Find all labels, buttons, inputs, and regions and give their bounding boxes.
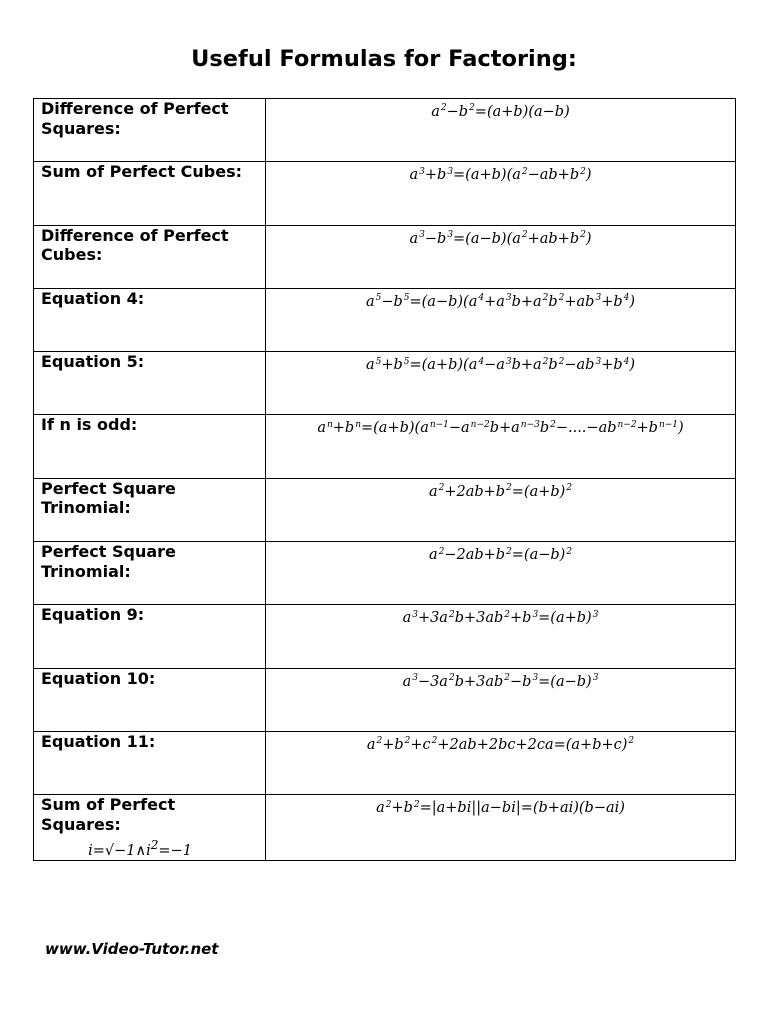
exponent: 4 [478,293,485,304]
exponent: 2 [404,736,411,747]
table-row [34,352,736,415]
exponent: 3 [592,673,599,684]
formula-cell [266,225,736,288]
exponent: 2 [448,609,455,620]
formula: $a^3-3a^2b+3ab^2-b^3=(a-b)^3$ [402,673,599,690]
exponent: 2 [566,546,573,557]
table-row [34,162,736,225]
exponent: 3 [419,166,425,177]
formula: $a^2-b^2=(a+b)(a-b)$ [431,103,570,120]
table-row [34,225,736,288]
row-label: Sum of Perfect Cubes: [41,162,243,182]
formula-table [33,98,736,861]
row-label: Equation 4: [41,288,145,308]
formula: $a^n+b^n=(a+b)(a^{n-1}-a^{n-2}b+a^{n-3}b^2-....-ab^{n-2}+b^{n-1})$ [317,419,684,437]
exponent: 3 [412,609,418,620]
exponent: 2 [550,419,556,430]
exponent: 2 [431,736,438,747]
row-label: Sum of Perfect Squares: [41,795,176,834]
formula-cell [266,605,736,668]
exponent: 2 [542,356,549,367]
row-label: Equation 5: [41,352,145,372]
row-label: Difference of Perfect Cubes: [41,225,229,265]
exponent: 2 [506,546,512,557]
formula: $a^3+b^3=(a+b)(a^2-ab+b^2)$ [409,166,592,184]
formula-cell [266,795,736,861]
exponent: n−2 [617,419,637,430]
row-label: Perfect Square Trinomial: [41,478,176,518]
formula-cell [266,542,736,605]
exponent: 4 [623,293,630,304]
exponent: 2 [504,609,510,620]
exponent: 5 [375,293,382,304]
row-label: Equation 11: [41,731,156,751]
exponent: 3 [419,230,425,241]
exponent: n [326,419,333,430]
table-row [34,99,736,162]
formula-cell [266,162,736,225]
formula-cell [266,99,736,162]
exponent: 2 [150,838,159,853]
exponent: 2 [448,673,455,684]
row-label-cell [34,795,266,861]
row-label-cell [34,225,266,288]
table-row [34,415,736,478]
exponent: 2 [438,546,445,557]
exponent: 2 [385,799,392,810]
row-label-cell [34,162,266,225]
table-row [34,542,736,605]
row-note: $i=√-1\wedge i^2=-1$ [88,838,192,860]
row-label: Difference of Perfect Squares: [41,99,229,138]
exponent: 4 [623,356,630,367]
exponent: 2 [521,230,528,241]
formula: $a^2+b^2+c^2+2ab+2bc+2ca=(a+b+c)^2$ [366,736,635,753]
exponent: 2 [469,103,475,114]
exponent: 2 [413,799,420,810]
formula: $a^5+b^5=(a+b)(a^4-a^3b+a^2b^2-ab^3+b^4)$ [365,356,636,374]
exponent: 2 [438,483,445,494]
footer-website: www.Video-Tutor.net [45,940,219,958]
formula-cell [266,288,736,351]
exponent: 2 [440,103,447,114]
exponent: n [355,419,361,430]
exponent: 3 [595,356,602,367]
row-label-cell [34,542,266,605]
exponent: 3 [447,230,454,241]
exponent: n−2 [470,419,490,430]
exponent: 2 [628,736,635,747]
row-label-cell [34,478,266,541]
formula: $a^2+b^2=|a+bi||a-bi|=(b+ai)(b-ai)$ [376,799,625,817]
exponent: 2 [580,166,586,177]
table-row [34,795,736,861]
formula: $a^2-2ab+b^2=(a-b)^2$ [428,546,573,564]
exponent: n−1 [658,419,678,430]
exponent: 2 [558,356,565,367]
row-label-cell [34,99,266,162]
formula-table-body [34,99,736,861]
table-row [34,668,736,731]
exponent: 2 [504,673,510,684]
formula-cell [266,668,736,731]
exponent: 3 [412,673,418,684]
exponent: n−3 [520,419,540,430]
row-label: If n is odd: [41,415,138,435]
formula: $a^3-b^3=(a-b)(a^2+ab+b^2)$ [409,230,592,247]
row-label: Equation 10: [41,668,156,688]
row-label-cell [34,731,266,794]
exponent: 4 [478,356,485,367]
exponent: 3 [505,356,512,367]
exponent: 5 [375,356,382,367]
exponent: 2 [566,483,573,494]
table-row [34,605,736,668]
row-label-cell [34,415,266,478]
exponent: 2 [506,483,512,494]
exponent: 2 [376,736,383,747]
row-label: Perfect Square Trinomial: [41,542,176,581]
exponent: 2 [580,230,586,241]
formula: $a^2+2ab+b^2=(a+b)^2$ [428,483,573,500]
row-label-cell [34,668,266,731]
table-row [34,478,736,541]
exponent: 2 [542,293,549,304]
page-title: Useful Formulas for Factoring: [191,46,577,72]
table-row [34,288,736,351]
formula-cell [266,731,736,794]
exponent: 3 [595,293,602,304]
exponent: 2 [521,166,528,177]
formula-cell [266,478,736,541]
exponent: n−1 [429,419,449,430]
exponent: 3 [532,673,539,684]
exponent: 3 [447,166,454,177]
row-label-cell [34,352,266,415]
exponent: 5 [403,356,410,367]
formula: $a^3+3a^2b+3ab^2+b^3=(a+b)^3$ [402,609,599,627]
formula: $a^5-b^5=(a-b)(a^4+a^3b+a^2b^2+ab^3+b^4)$ [365,293,636,310]
formula-cell [266,352,736,415]
row-label: Equation 9: [41,605,145,625]
row-label-cell [34,605,266,668]
table-row [34,731,736,794]
row-label-cell [34,288,266,351]
formula-cell [266,415,736,478]
exponent: 3 [532,609,539,620]
exponent: 5 [403,293,410,304]
exponent: 2 [558,293,565,304]
exponent: 3 [592,609,599,620]
exponent: 3 [505,293,512,304]
